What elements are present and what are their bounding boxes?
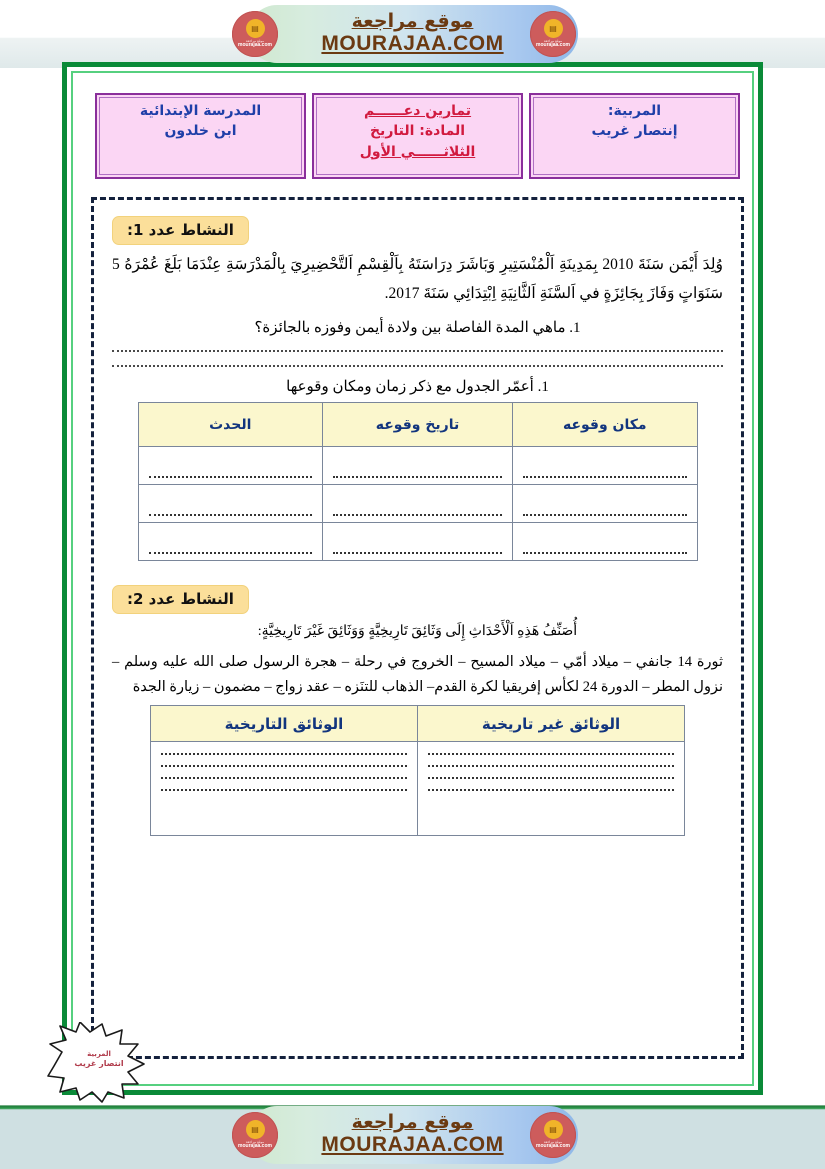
cell-place[interactable] bbox=[513, 485, 697, 523]
header-cell-teacher bbox=[529, 93, 740, 179]
activity2-instruction: أُصَنِّفُ هَذِهِ اَلْأَحْدَاثِ إِلَى وَثَائِقَ تَارِيخِيَّةٍ وَوَثَائِقَ غَيْرَ تَارِيخِيَّةٍ: bbox=[257, 624, 578, 640]
classification-table bbox=[150, 705, 685, 836]
answer-line bbox=[333, 551, 502, 554]
cell-place[interactable] bbox=[513, 447, 697, 485]
table-header-row bbox=[151, 706, 685, 742]
logo-arabic-label: موقع مراجعة bbox=[543, 1140, 563, 1145]
book-icon: ▤ bbox=[544, 19, 563, 38]
column-header-place: مكان وقوعه bbox=[513, 403, 697, 447]
answer-line bbox=[333, 475, 502, 478]
answer-line bbox=[161, 752, 407, 755]
logo-arabic-label: موقع مراجعة bbox=[245, 39, 265, 44]
answer-line bbox=[523, 513, 686, 516]
cell-place[interactable] bbox=[513, 523, 697, 561]
worksheet-content bbox=[91, 197, 744, 1059]
stamp-name: انتصار غريب bbox=[74, 1059, 124, 1069]
cell-date[interactable] bbox=[322, 447, 512, 485]
teacher-name: إنتصار غريب bbox=[591, 123, 678, 140]
brand-logo-icon-secondary bbox=[530, 11, 576, 57]
header-cell-school bbox=[95, 93, 306, 179]
answer-line[interactable] bbox=[112, 364, 723, 367]
logo-site-label: mourajaa.com bbox=[536, 1143, 570, 1150]
table-row bbox=[151, 742, 685, 836]
answer-line bbox=[523, 475, 686, 478]
column-header-non-historical: الوثائق غير تاريخية bbox=[418, 706, 685, 742]
brand-pill bbox=[245, 1106, 578, 1164]
answer-line bbox=[428, 776, 674, 779]
answer-line bbox=[428, 764, 674, 767]
table-header-row bbox=[138, 403, 697, 447]
logo-site-label: mourajaa.com bbox=[238, 42, 272, 49]
brand-site-title[interactable]: MOURAJAA.COM bbox=[321, 31, 504, 55]
answer-line bbox=[149, 513, 312, 516]
brand-logo-icon bbox=[232, 1112, 278, 1158]
book-icon: ▤ bbox=[246, 19, 265, 38]
brand-pill bbox=[245, 5, 578, 63]
school-name: ابن خلدون bbox=[164, 123, 237, 140]
cell-date[interactable] bbox=[322, 523, 512, 561]
worksheet-header-table bbox=[95, 93, 740, 179]
logo-arabic-label: موقع مراجعة bbox=[543, 39, 563, 44]
column-header-date: تاريخ وقوعه bbox=[322, 403, 512, 447]
worksheet-frame bbox=[62, 62, 763, 1095]
activity2-badge: النشاط عدد 2: bbox=[112, 585, 249, 614]
school-label: المدرسة الإبتدائية bbox=[139, 103, 262, 119]
term-name: الثلاثــــــي الأول bbox=[359, 143, 476, 160]
logo-arabic-label: موقع مراجعة bbox=[245, 1140, 265, 1145]
brand-logo-icon bbox=[232, 11, 278, 57]
activity1-badge-row bbox=[112, 216, 723, 245]
brand-site-title[interactable]: MOURAJAA.COM bbox=[321, 1132, 504, 1156]
stamp-text bbox=[68, 1050, 130, 1070]
cell-non-historical[interactable] bbox=[418, 742, 685, 836]
column-header-historical: الوثائق التاريخية bbox=[151, 706, 418, 742]
table-row bbox=[138, 523, 697, 561]
answer-line bbox=[149, 551, 312, 554]
header-cell-subject bbox=[312, 93, 523, 179]
brand-logo-icon-secondary bbox=[530, 1112, 576, 1158]
table-row bbox=[138, 447, 697, 485]
top-brand-banner bbox=[0, 0, 825, 68]
brand-arabic-title: موقع مراجعة bbox=[351, 9, 474, 32]
answer-line bbox=[428, 788, 674, 791]
bottom-brand-banner bbox=[0, 1101, 825, 1169]
exercise-type: تمارين دعــــــم bbox=[363, 103, 472, 119]
book-icon: ▤ bbox=[544, 1120, 563, 1139]
answer-line bbox=[333, 513, 502, 516]
table-row bbox=[138, 485, 697, 523]
logo-site-label: mourajaa.com bbox=[536, 42, 570, 49]
cell-event[interactable] bbox=[138, 485, 322, 523]
answer-line bbox=[161, 788, 407, 791]
activity2-badge-row bbox=[112, 585, 723, 614]
activity1-question-1: 1. ماهي المدة الفاصلة بين ولادة أيمن وفوزه بالجائزة؟ bbox=[254, 320, 581, 337]
teacher-label: المربية: bbox=[607, 103, 662, 119]
activity1-passage: وُلِدَ أَيْمَن سَنَةَ 2010 بِمَدِينَةِ اَلْمُنْسَتِيرِ وَبَاشَرَ دِرَاسَتَهُ بِاَلْقِسْمِ اَلتَّحْضِيرِيَ بِالْمَدْرَسَةِ عِنْدَمَا بَلَغَ عُمْرَهُ 5 سَنَوَاتٍ وَفَازَ بِجَائِزَةٍ في اَلسَّنَةِ اَلثَّانِيَةِ اِبْتِدَائِي سَنَةَ 2017. bbox=[112, 256, 724, 302]
logo-site-label: mourajaa.com bbox=[238, 1143, 272, 1150]
book-icon: ▤ bbox=[246, 1120, 265, 1139]
cell-event[interactable] bbox=[138, 523, 322, 561]
stamp-role: المربية bbox=[87, 1050, 111, 1058]
answer-line[interactable] bbox=[112, 349, 723, 352]
answer-line bbox=[149, 475, 312, 478]
answer-line bbox=[523, 551, 686, 554]
answer-line bbox=[161, 776, 407, 779]
teacher-stamp bbox=[46, 1022, 150, 1104]
column-header-event: الحدث bbox=[138, 403, 322, 447]
cell-historical[interactable] bbox=[151, 742, 418, 836]
events-table bbox=[138, 402, 698, 561]
answer-line bbox=[161, 764, 407, 767]
subject-name: المادة: التاريخ bbox=[369, 123, 466, 140]
brand-arabic-title: موقع مراجعة bbox=[351, 1110, 474, 1133]
activity1-badge: النشاط عدد 1: bbox=[112, 216, 249, 245]
cell-event[interactable] bbox=[138, 447, 322, 485]
activity2-items: ثورة 14 جانفي – ميلاد أمّي – ميلاد المسيح – الخروج في رحلة – هجرة الرسول صلى الله عليه وسلم – نزول المطر – الدورة 24 لكأس إفريقيا لكرة القدم– الذهاب للتنَزه – عقد زواج – مضمون – زيارة الجدة bbox=[112, 654, 723, 695]
activity1-question-2: 1. أعمّر الجدول مع ذكر زمان ومكان وقوعها bbox=[286, 379, 549, 396]
answer-line bbox=[428, 752, 674, 755]
cell-date[interactable] bbox=[322, 485, 512, 523]
